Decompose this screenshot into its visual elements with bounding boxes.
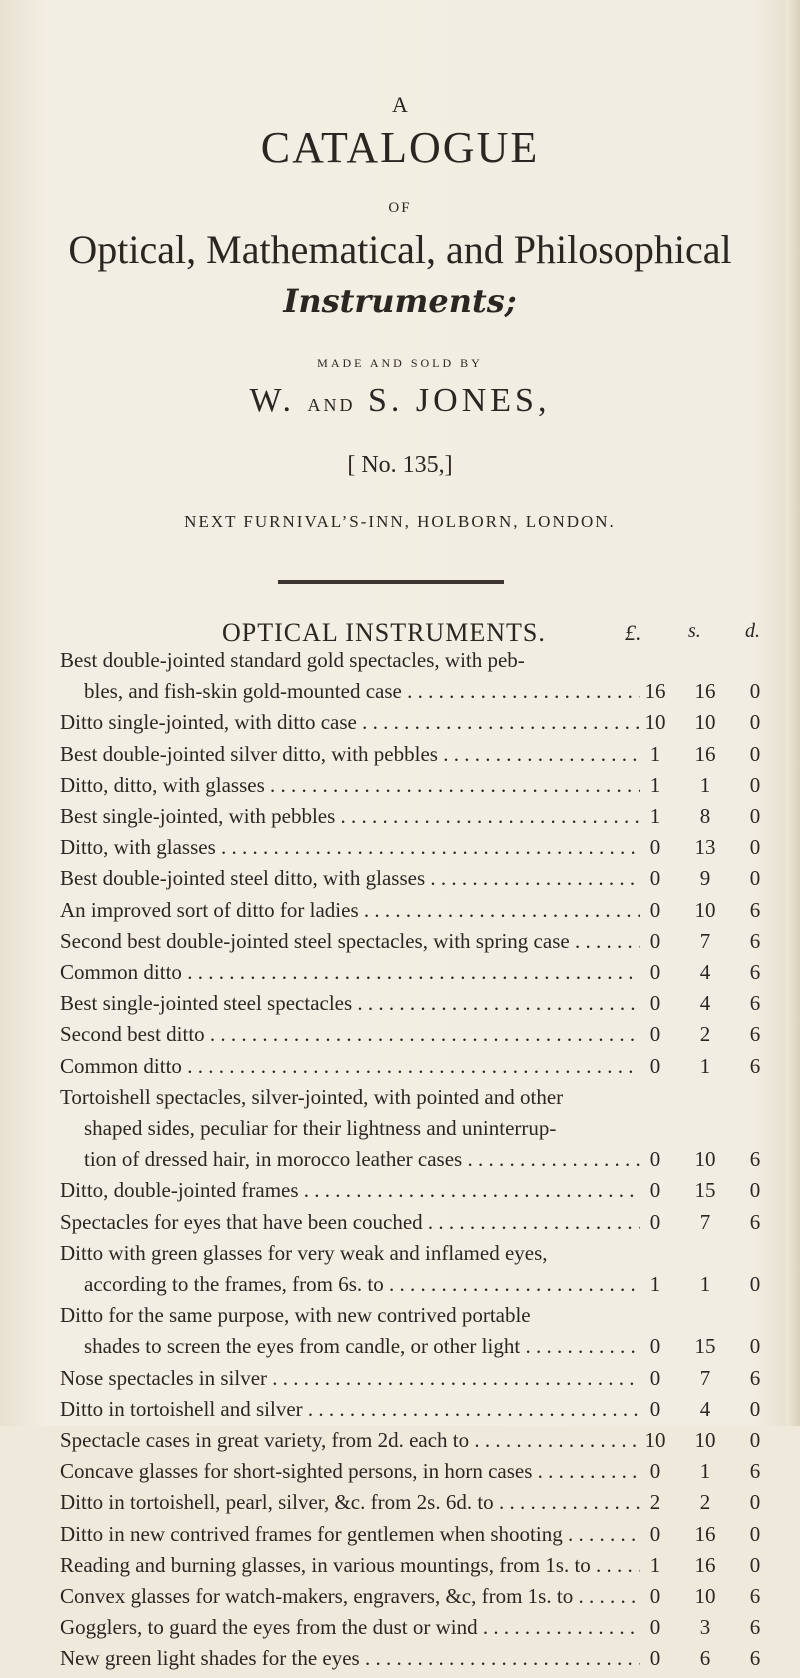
shop-number: [ No. 135,] — [347, 452, 453, 478]
item-pounds: 0 — [649, 1365, 661, 1390]
item-pounds: 0 — [649, 1334, 661, 1359]
item-shillings: 4 — [699, 960, 711, 984]
item-shillings: 7 — [699, 928, 711, 953]
item-pounds: 0 — [649, 897, 661, 922]
item-pence: 0 — [749, 804, 761, 828]
item-description: Ditto in tortoishell, pearl, silver, &c. from 2s. 6d. to . . . — [60, 1490, 640, 1515]
item-shillings: 1 — [699, 1459, 711, 1484]
item-description: shaped sides, peculiar for their lightness and uninterrup- — [84, 1116, 557, 1140]
item-description: Ditto, ditto, with glasses . . . — [60, 773, 640, 798]
item-description: Spectacles for eyes that have been couched . . . — [60, 1210, 640, 1235]
maker-s: S. JONES, — [368, 382, 551, 419]
item-pence: 6 — [749, 991, 761, 1016]
item-pence: 6 — [749, 897, 761, 922]
item-pounds: 1 — [649, 741, 661, 766]
item-pence: 6 — [749, 1147, 761, 1172]
item-line — [0, 773, 800, 805]
item-pence: 6 — [749, 928, 761, 953]
item-pounds: 0 — [649, 1022, 661, 1047]
item-line — [0, 1085, 800, 1117]
item-line — [0, 1459, 800, 1491]
item-pounds: 2 — [649, 1490, 661, 1515]
item-description: Gogglers, to guard the eyes from the dust or wind . . . — [60, 1615, 640, 1640]
item-description: New green light shades for the eyes . . . — [60, 1646, 640, 1671]
item-pence: 0 — [749, 1178, 761, 1203]
item-shillings: 16 — [694, 741, 716, 766]
item-shillings: 15 — [694, 1178, 716, 1203]
title-maker — [0, 382, 800, 420]
column-header-pence: d. — [745, 620, 760, 642]
item-line — [0, 1366, 800, 1398]
item-pence: 0 — [749, 1334, 761, 1359]
item-shillings: 8 — [699, 804, 711, 828]
item-line — [0, 742, 800, 774]
item-pence: 6 — [749, 1365, 761, 1390]
item-pounds: 0 — [649, 1053, 661, 1078]
item-shillings: 15 — [694, 1334, 716, 1359]
item-pence: 0 — [749, 1428, 761, 1452]
title-article: A — [392, 92, 408, 117]
item-pounds: 1 — [649, 804, 661, 828]
item-pounds: 1 — [649, 1552, 661, 1577]
item-description: Ditto, with glasses . . . — [60, 835, 640, 860]
item-pounds: 0 — [649, 1396, 661, 1421]
item-shillings: 4 — [699, 1396, 711, 1421]
item-pence: 0 — [749, 835, 761, 860]
item-line — [0, 1615, 800, 1647]
title-catalogue: CATALOGUE — [260, 123, 540, 172]
item-shillings: 1 — [699, 772, 711, 797]
column-header-shillings: s. — [688, 620, 701, 642]
item-pence: 0 — [749, 1521, 761, 1546]
item-pence: 6 — [749, 1459, 761, 1484]
item-line — [0, 1646, 800, 1678]
item-pounds: 0 — [649, 1209, 661, 1234]
item-line — [0, 1054, 800, 1086]
item-pence: 0 — [749, 772, 761, 797]
title-instruments: Instruments; — [283, 282, 517, 320]
item-description: bles, and fish-skin gold-mounted case . . . — [84, 679, 640, 704]
item-description: Best single-jointed steel spectacles . . . — [60, 991, 640, 1016]
item-description: Common ditto . . . — [60, 1054, 640, 1079]
item-description: Common ditto . . . — [60, 960, 640, 985]
item-pounds: 0 — [649, 1615, 661, 1640]
item-line — [0, 679, 800, 711]
item-description: Reading and burning glasses, in various mountings, from 1s. to . . . — [60, 1553, 640, 1578]
item-description: Nose spectacles in silver . . . — [60, 1366, 640, 1391]
item-shillings: 1 — [699, 1272, 711, 1296]
item-pence: 0 — [749, 710, 761, 735]
item-description: Second best ditto . . . — [60, 1022, 640, 1047]
item-shillings: 6 — [699, 1646, 711, 1671]
item-pence: 6 — [749, 1022, 761, 1047]
item-description: Convex glasses for watch-makers, engravers, &c, from 1s. to . . . — [60, 1584, 640, 1609]
item-description: Ditto in new contrived frames for gentlemen when shooting . . . — [60, 1522, 640, 1547]
item-shillings: 10 — [694, 1584, 716, 1608]
item-shillings: 1 — [699, 1053, 711, 1078]
item-shillings: 10 — [694, 1428, 716, 1452]
item-description: Best double-jointed silver ditto, with pebbles . . . — [60, 742, 640, 767]
item-pounds: 0 — [649, 928, 661, 953]
item-description: shades to screen the eyes from candle, or other light . . . — [84, 1334, 640, 1359]
item-line — [0, 866, 800, 898]
item-line — [0, 710, 800, 742]
item-shillings: 16 — [694, 679, 716, 704]
item-line — [0, 1210, 800, 1242]
item-pounds: 1 — [649, 772, 661, 797]
item-pence: 6 — [749, 1615, 761, 1640]
item-line — [0, 1178, 800, 1210]
item-shillings: 4 — [699, 991, 711, 1016]
item-pence: 0 — [749, 866, 761, 891]
item-shillings: 10 — [694, 897, 716, 922]
item-shillings: 10 — [694, 710, 716, 735]
item-shillings: 10 — [694, 1147, 716, 1172]
item-pounds: 0 — [649, 991, 661, 1016]
item-line — [0, 1553, 800, 1585]
item-description: Ditto single-jointed, with ditto case . . . — [60, 710, 640, 735]
ornamental-rule — [278, 580, 504, 584]
item-pounds: 0 — [649, 866, 661, 891]
item-pence: 6 — [749, 1209, 761, 1234]
item-pence: 0 — [749, 679, 761, 704]
item-description: An improved sort of ditto for ladies . . . — [60, 898, 640, 923]
item-line — [0, 1522, 800, 1554]
item-pounds: 0 — [649, 960, 661, 984]
item-pounds: 0 — [649, 1584, 661, 1608]
maker-and: AND — [307, 395, 356, 415]
item-line — [0, 1022, 800, 1054]
item-pounds: 0 — [649, 1646, 661, 1671]
item-description: Ditto for the same purpose, with new contrived portable — [60, 1303, 531, 1328]
item-description: Best single-jointed, with pebbles . . . — [60, 804, 640, 829]
item-line — [0, 898, 800, 930]
item-description: Concave glasses for short-sighted persons, in horn cases . . . — [60, 1459, 640, 1484]
item-line — [0, 804, 800, 836]
item-line — [0, 1334, 800, 1366]
item-shillings: 9 — [699, 866, 711, 891]
item-pence: 0 — [749, 1552, 761, 1577]
item-shillings: 7 — [699, 1209, 711, 1234]
item-shillings: 16 — [694, 1552, 716, 1577]
item-pounds: 0 — [649, 1178, 661, 1203]
item-description: Spectacle cases in great variety, from 2d. each to . . . — [60, 1428, 640, 1453]
item-line — [0, 1397, 800, 1429]
item-line — [0, 960, 800, 992]
item-pence: 6 — [749, 1584, 761, 1608]
item-line — [0, 1490, 800, 1522]
item-shillings: 2 — [699, 1490, 711, 1515]
item-description: Ditto, double-jointed frames . . . — [60, 1178, 640, 1203]
item-shillings: 3 — [699, 1615, 711, 1640]
item-shillings: 7 — [699, 1365, 711, 1390]
item-pence: 6 — [749, 960, 761, 984]
column-header-pounds: £. — [625, 620, 642, 645]
item-pence: 0 — [749, 1490, 761, 1515]
item-shillings: 2 — [699, 1022, 711, 1047]
item-line — [0, 1428, 800, 1460]
item-description: Ditto with green glasses for very weak and inflamed eyes, — [60, 1240, 548, 1265]
item-line — [0, 1147, 800, 1179]
item-line — [0, 835, 800, 867]
title-subject: Optical, Mathematical, and Philosophical — [68, 227, 732, 272]
item-description: Best double-jointed standard gold spectacles, with peb- — [60, 648, 525, 672]
item-pounds: 0 — [649, 1521, 661, 1546]
item-pounds: 1 — [649, 1272, 661, 1296]
item-pounds: 16 — [644, 679, 666, 704]
item-pence: 0 — [749, 1272, 761, 1296]
section-heading: OPTICAL INSTRUMENTS. — [222, 618, 546, 647]
item-pounds: 0 — [649, 1147, 661, 1172]
title-made-by: MADE AND SOLD BY — [317, 356, 483, 370]
item-line — [0, 1241, 800, 1273]
item-pence: 0 — [749, 1396, 761, 1421]
maker-w: W. — [249, 382, 296, 419]
item-line — [0, 1584, 800, 1616]
item-shillings: 13 — [694, 835, 716, 860]
item-line — [0, 1116, 800, 1148]
item-pounds: 10 — [644, 1428, 666, 1452]
item-pence: 0 — [749, 741, 761, 766]
item-line — [0, 648, 800, 680]
shop-address: NEXT FURNIVAL’S-INN, HOLBORN, LONDON. — [184, 512, 616, 531]
item-line — [0, 991, 800, 1023]
item-line — [0, 929, 800, 961]
item-pounds: 0 — [649, 1459, 661, 1484]
item-description: Second best double-jointed steel spectacles, with spring case . . . — [60, 929, 640, 954]
item-description: Best double-jointed steel ditto, with glasses . . . — [60, 866, 640, 891]
item-description: Ditto in tortoishell and silver . . . — [60, 1397, 640, 1422]
item-pence: 6 — [749, 1053, 761, 1078]
item-pounds: 10 — [644, 710, 666, 735]
item-pounds: 0 — [649, 835, 661, 860]
item-shillings: 16 — [694, 1521, 716, 1546]
item-description: tion of dressed hair, in morocco leather cases . . . — [84, 1147, 640, 1172]
item-line — [0, 1303, 800, 1335]
item-description: according to the frames, from 6s. to . . . — [84, 1272, 640, 1297]
item-description: Tortoishell spectacles, silver-jointed, with pointed and other — [60, 1084, 564, 1109]
item-pence: 6 — [749, 1646, 761, 1671]
title-of: OF — [388, 200, 412, 216]
item-line — [0, 1272, 800, 1304]
